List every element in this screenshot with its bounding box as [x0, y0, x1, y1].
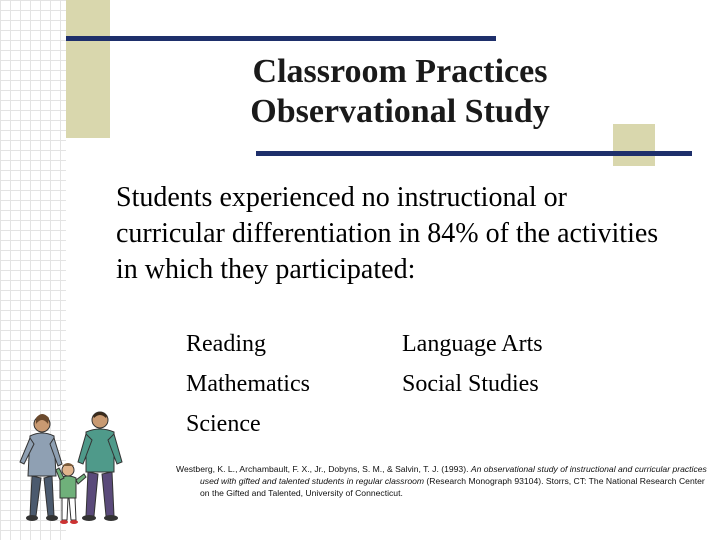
adult-figure-left — [20, 414, 62, 521]
decor-navy-bar-top — [66, 36, 496, 41]
decor-tan-block-top — [66, 0, 110, 138]
title-line-1: Classroom Practices — [252, 53, 548, 90]
title-line-2: Observational Study — [250, 93, 550, 130]
subject-item: Reading — [186, 331, 266, 357]
citation-publisher: (Research Monograph 93104). Storrs, CT: The National Research Center on the Gifted and Talented, University of Connecticut. — [200, 476, 705, 498]
citation-title: An observational study of instructional and curricular practices used with gifted and talented students in regular classroom — [200, 464, 707, 486]
family-walking-clipart-icon — [8, 404, 132, 530]
subject-item: Language Arts — [402, 331, 543, 357]
subject-item: Science — [186, 411, 261, 437]
slide-body-text: Students experienced no instructional or curricular differentiation in 84% of the activities in which they participated: — [116, 182, 659, 285]
decor-navy-bar-middle — [256, 151, 692, 156]
child-figure — [56, 463, 86, 524]
citation-text — [176, 463, 710, 499]
decor-tan-block-right — [613, 124, 655, 166]
citation-authors: Westberg, K. L., Archambault, F. X., Jr., Dobyns, S. M., & Salvin, T. J. (1993). — [176, 464, 471, 474]
subjects-right-column — [402, 324, 543, 404]
subjects-left-column — [186, 324, 310, 444]
slide-title — [200, 52, 600, 132]
subject-item: Social Studies — [402, 371, 539, 397]
adult-figure-right — [78, 412, 122, 521]
subject-item: Mathematics — [186, 371, 310, 397]
